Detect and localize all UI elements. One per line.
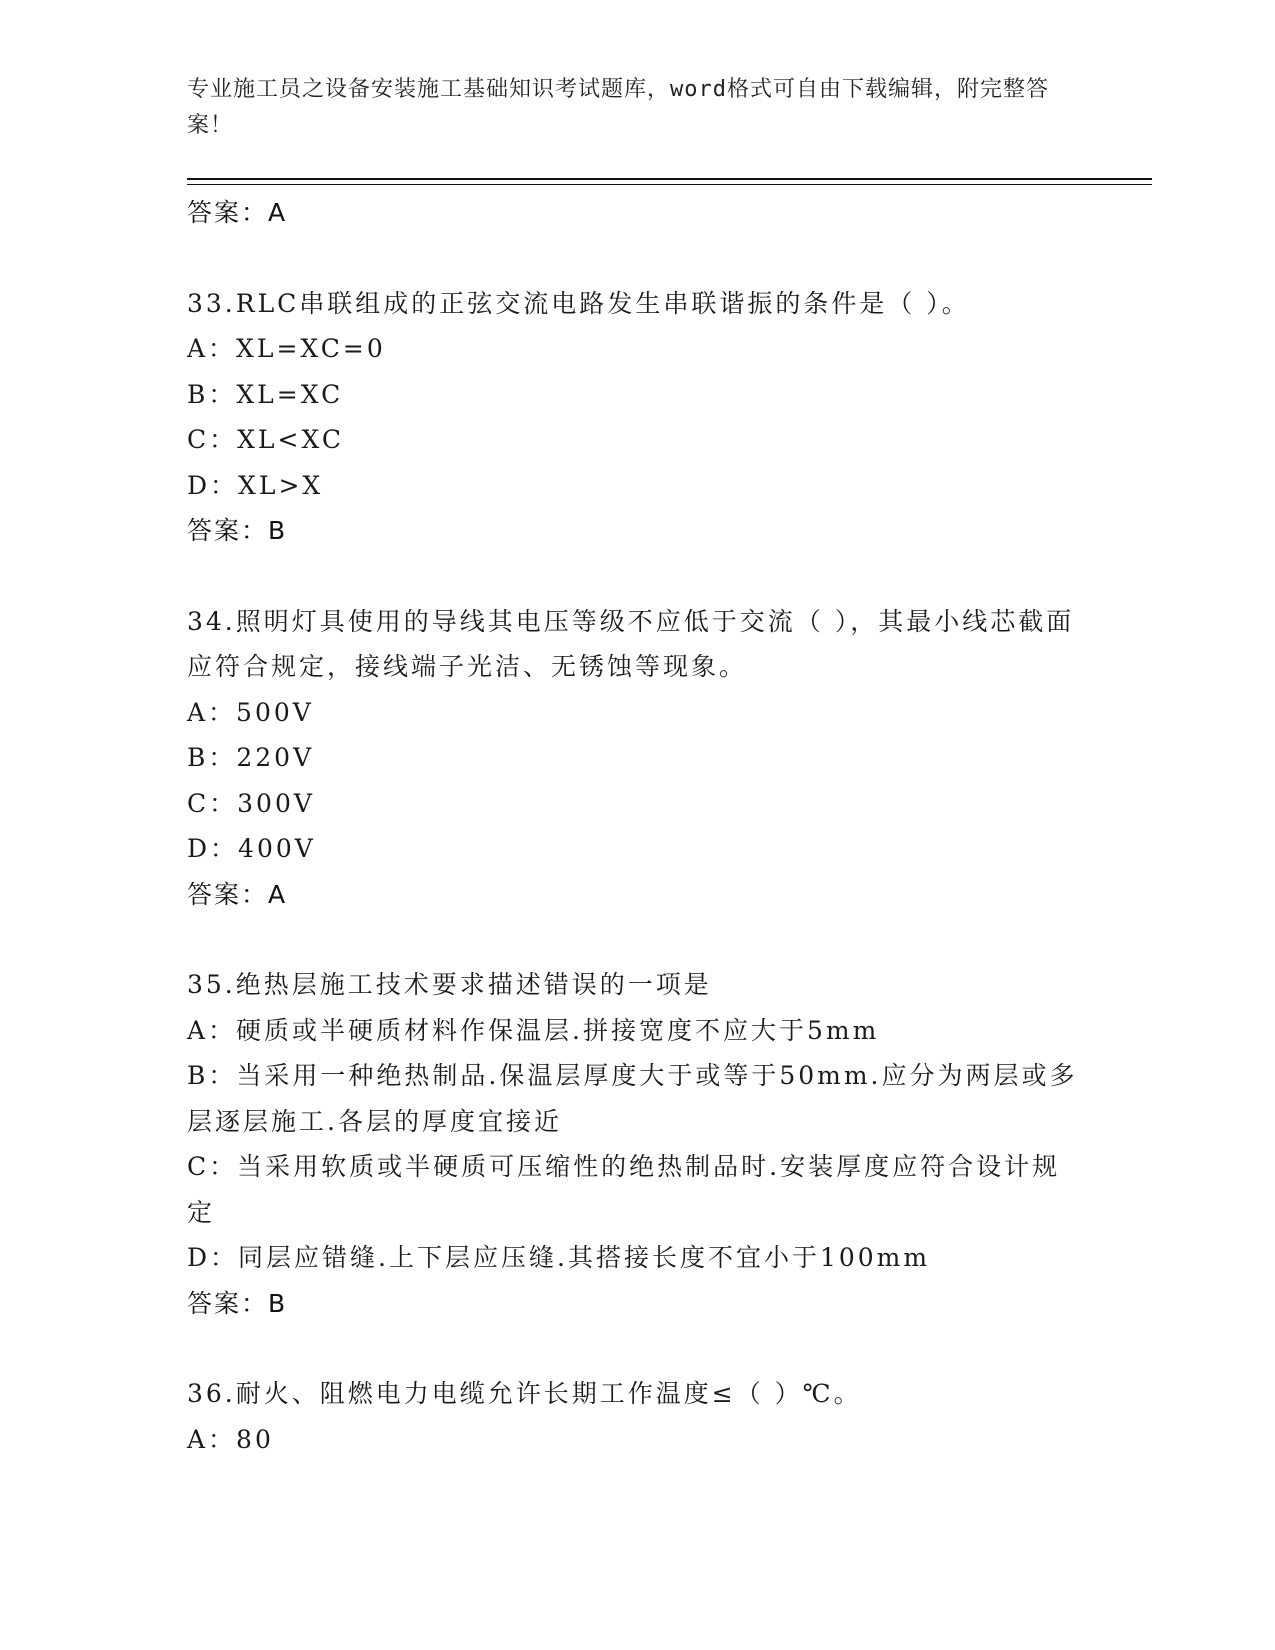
answer-line: 答案：B bbox=[187, 516, 288, 545]
question-33 bbox=[187, 281, 1087, 554]
option-c: C：300V bbox=[187, 788, 315, 818]
header-divider-thick bbox=[187, 178, 1152, 180]
option-c: C：XL<XC bbox=[187, 425, 344, 454]
spacer bbox=[187, 554, 1087, 599]
question-stem: 34.照明灯具使用的导线其电压等级不应低于交流（ ），其最小线芯截面应符合规定，接线端子光洁、无锈蚀等现象。 bbox=[187, 606, 1075, 681]
answer-line: 答案：B bbox=[187, 1288, 288, 1318]
option-b: B：当采用一种绝热制品.保温层厚度大于或等于50mm.应分为两层或多层逐层施工.各层的厚度宜接近 bbox=[187, 1061, 1078, 1136]
question-34 bbox=[187, 599, 1087, 918]
question-list bbox=[187, 190, 1087, 1462]
document-header-text: 专业施工员之设备安装施工基础知识考试题库，word格式可自由下载编辑，附完整答案！ bbox=[187, 77, 1049, 138]
question-stem: 35.绝热层施工技术要求描述错误的一项是 bbox=[187, 970, 712, 999]
option-d: D：同层应错缝.上下层应压缝.其搭接长度不宜小于100mm bbox=[187, 1243, 931, 1272]
spacer bbox=[187, 917, 1087, 962]
option-a: A：80 bbox=[187, 1424, 274, 1454]
option-a: A：XL=XC=0 bbox=[187, 334, 386, 363]
header-divider-thin bbox=[187, 184, 1152, 185]
option-a: A：硬质或半硬质材料作保温层.拼接宽度不应大于5mm bbox=[187, 1015, 880, 1045]
question-36 bbox=[187, 1371, 1087, 1462]
answer-line: 答案：A bbox=[187, 198, 288, 227]
question-stem: 33.RLC串联组成的正弦交流电路发生串联谐振的条件是（ ）。 bbox=[187, 288, 970, 318]
option-d: D：XL>X bbox=[187, 470, 324, 500]
spacer bbox=[187, 236, 1087, 281]
option-c: C：当采用软质或半硬质可压缩性的绝热制品时.安装厚度应符合设计规定 bbox=[187, 1152, 1061, 1227]
question-35 bbox=[187, 962, 1087, 1326]
option-a: A：500V bbox=[187, 697, 314, 727]
question-stem: 36.耐火、阻燃电力电缆允许长期工作温度≤（ ）℃。 bbox=[187, 1379, 862, 1408]
spacer bbox=[187, 1326, 1087, 1371]
option-b: B：XL=XC bbox=[187, 379, 344, 409]
answer-line: 答案：A bbox=[187, 879, 288, 909]
option-d: D：400V bbox=[187, 834, 316, 863]
option-b: B：220V bbox=[187, 743, 315, 772]
